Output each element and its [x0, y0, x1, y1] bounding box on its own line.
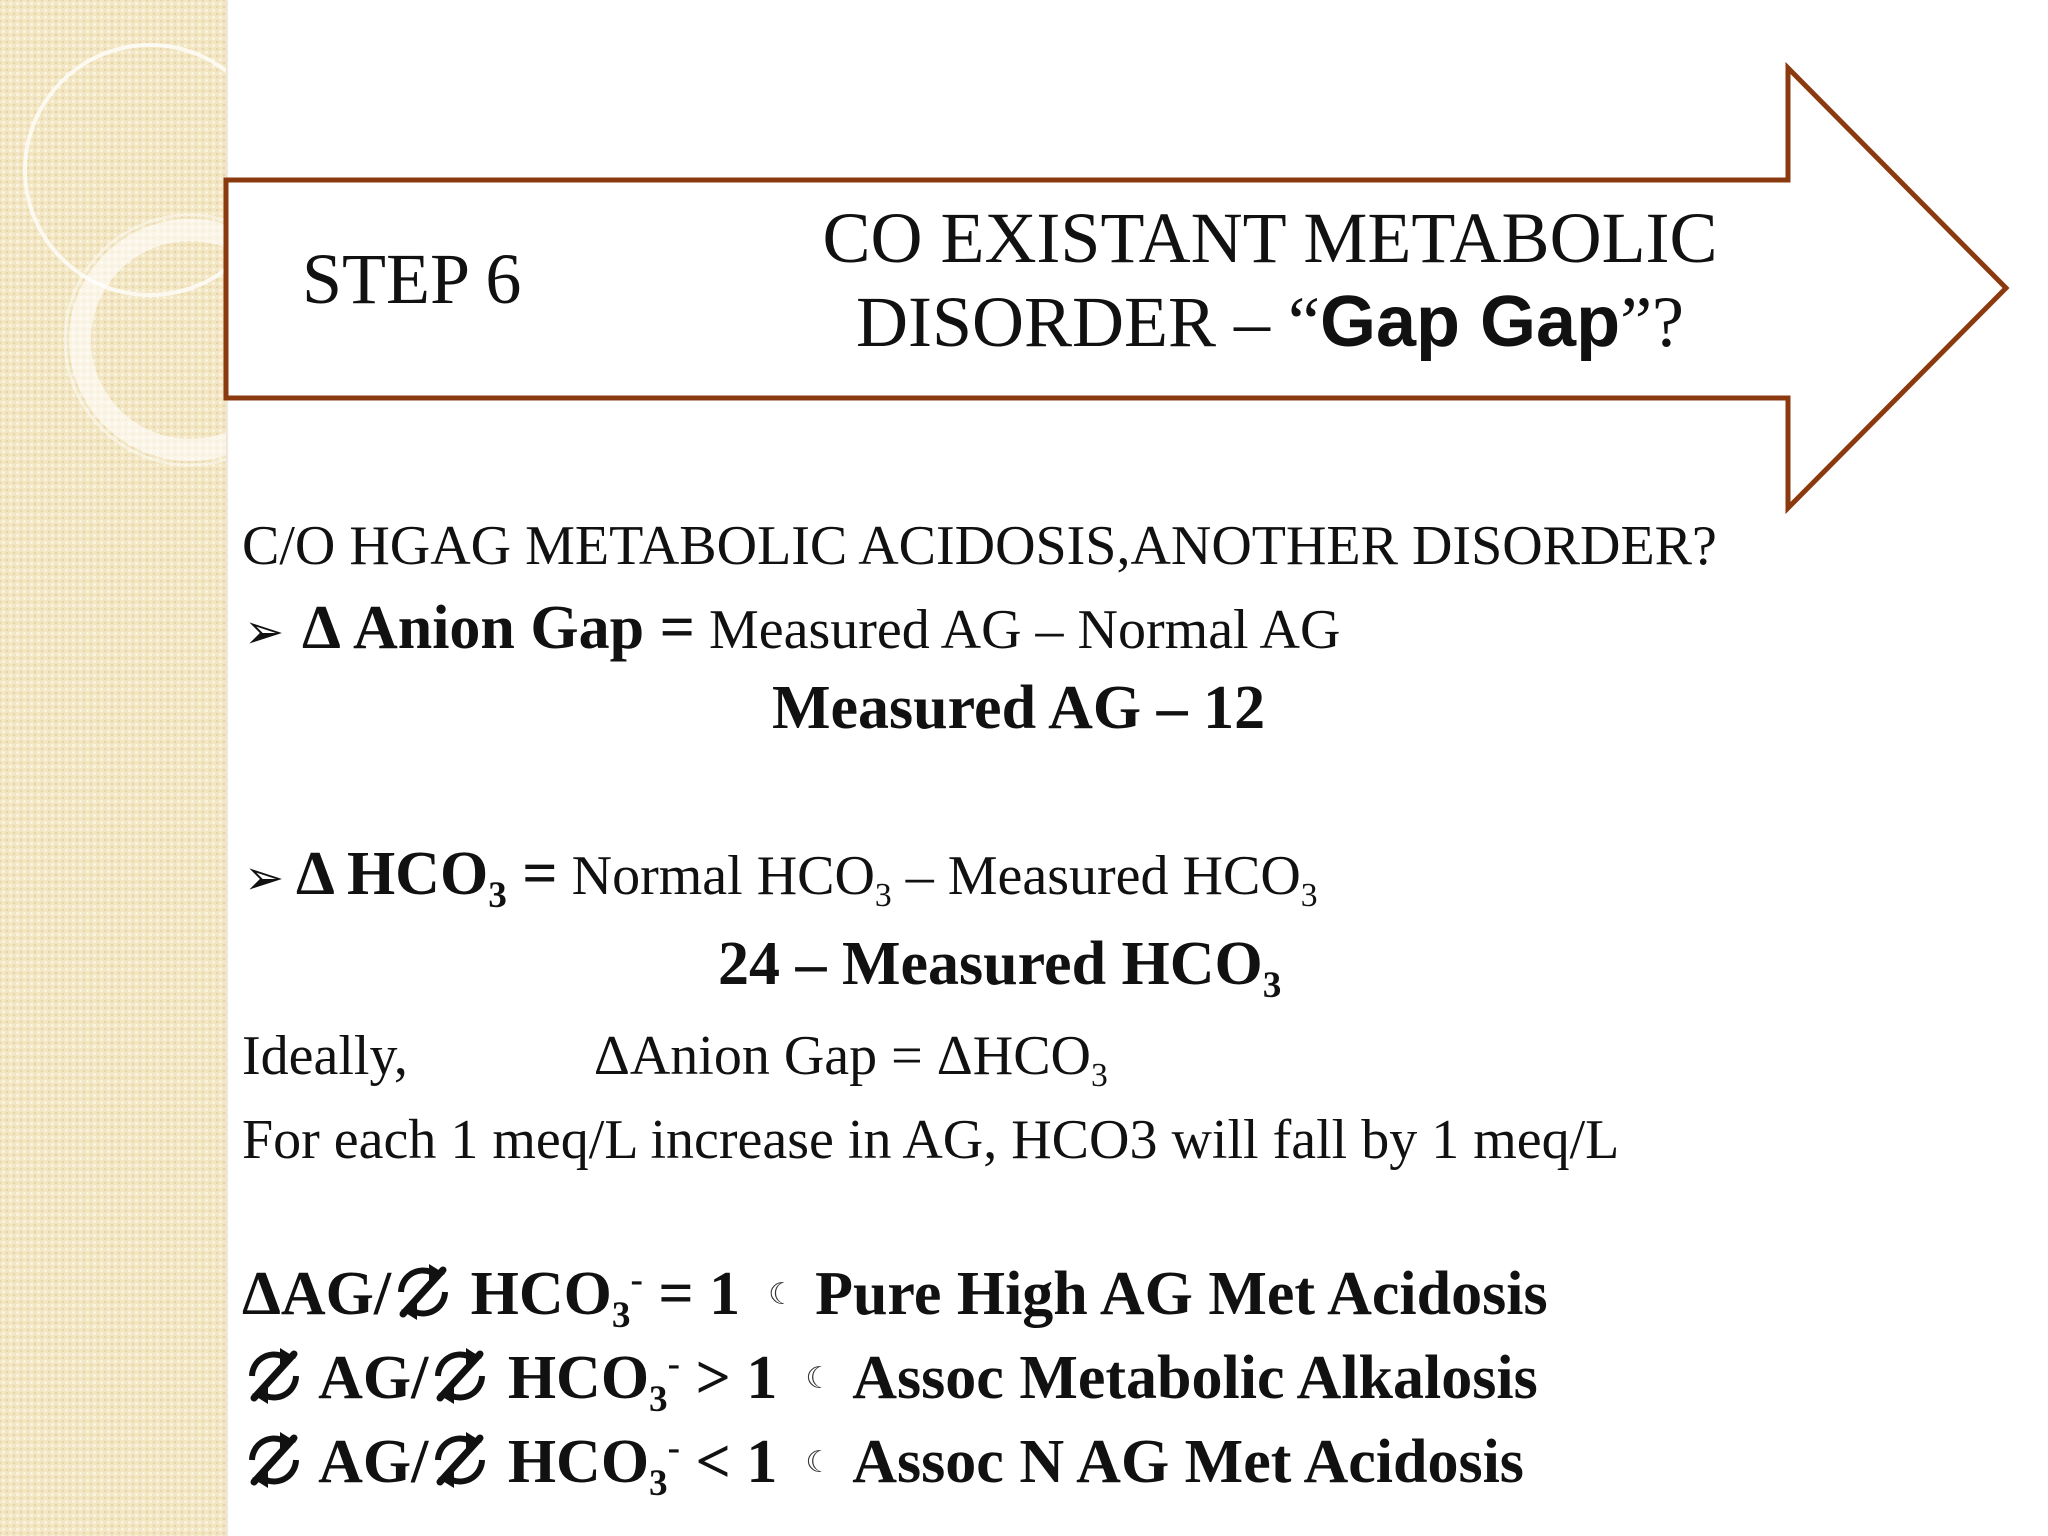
recycle-arrows-icon	[391, 1262, 455, 1322]
delta-ag-line	[244, 596, 1340, 664]
moon-icon: ☾	[768, 1276, 796, 1312]
ideally-equation: ΔAnion Gap = $\Delta HCO_3$	[593, 1025, 1108, 1094]
delta-hco3-label: Δ $HCO_3$ =	[296, 840, 558, 917]
case-result: Assoc N AG Met Acidosis	[852, 1428, 1524, 1496]
ideally-line	[242, 1024, 1108, 1094]
rule-line: For each 1 meq/L increase in AG, HCO3 will fall by 1 meq/L	[242, 1109, 1620, 1171]
case-row-2: AG/ $HCO_3^- > 1$ ☾ Assoc Metabolic Alkalosis	[242, 1346, 1538, 1411]
intro-line: C/O HGAG METABOLIC ACIDOSIS,ANOTHER DISORDER?	[242, 515, 1717, 577]
case-result: Pure High AG Met Acidosis	[815, 1260, 1548, 1328]
case-result: Assoc Metabolic Alkalosis	[852, 1344, 1538, 1412]
case-row-3: AG/ $HCO_3^- < 1$ ☾ Assoc N AG Met Acidosis	[242, 1430, 1524, 1495]
recycle-arrows-icon	[242, 1346, 306, 1406]
moon-icon: ☾	[805, 1360, 833, 1396]
case-row-1: ΔAG/ $HCO_3^- = 1$ ☾ Pure High AG Met Acidosis	[242, 1259, 1548, 1337]
banner-title-line2: DISORDER – “Gap Gap”?	[856, 282, 1684, 362]
recycle-arrows-icon	[428, 1346, 492, 1406]
delta-hco3-simplified: 24 – Measured $HCO_3$	[718, 930, 1282, 1007]
recycle-arrows-icon	[242, 1430, 306, 1490]
step-label: STEP 6	[302, 239, 522, 319]
banner-title-line1: CO EXISTANT METABOLIC	[822, 198, 1718, 278]
gap-gap-emphasis: Gap Gap	[1320, 282, 1621, 362]
moon-icon: ☾	[805, 1444, 833, 1480]
recycle-arrows-icon	[428, 1430, 492, 1490]
delta-ag-simplified: Measured AG – 12	[772, 674, 1266, 742]
banner-title	[760, 196, 1780, 364]
bullet-arrow-icon: ➢	[244, 850, 285, 906]
delta-ag-label: Δ Anion Gap =	[302, 594, 695, 662]
delta-hco3-line	[244, 840, 1318, 917]
ideally-label: Ideally,	[242, 1025, 408, 1087]
bullet-arrow-icon: ➢	[244, 604, 285, 660]
delta-hco3-formula: Normal $HCO_3$ – Measured $HCO_3$	[571, 845, 1318, 914]
delta-ag-formula: Measured AG – Normal AG	[708, 599, 1341, 661]
